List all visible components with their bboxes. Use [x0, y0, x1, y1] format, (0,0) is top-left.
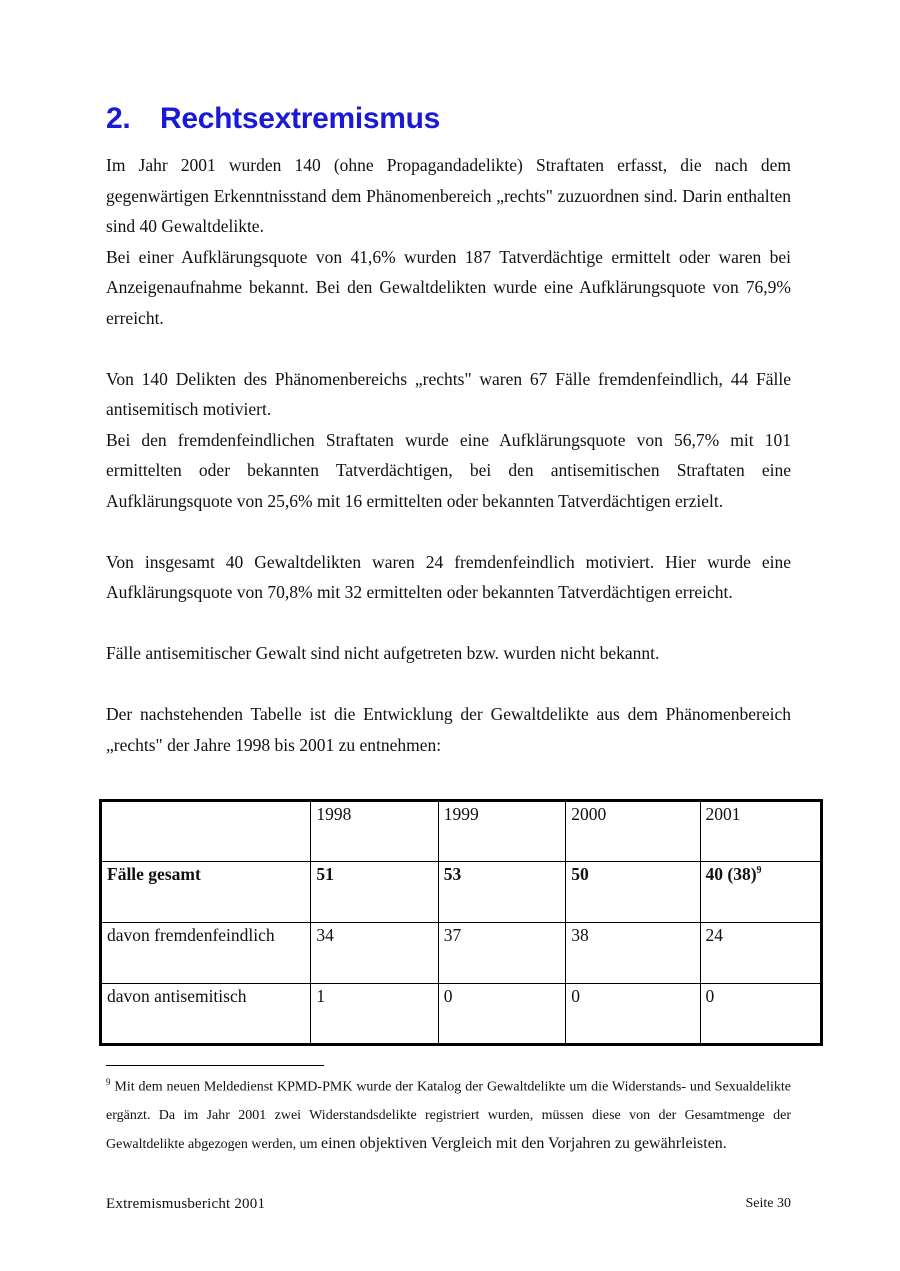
footer-title: Extremismusbericht 2001	[106, 1196, 266, 1212]
table-cell: 40 (38)$^9$	[700, 862, 821, 923]
footnote-number: 9	[106, 1077, 111, 1087]
table-cell: 0	[700, 984, 821, 1045]
paragraph-5: Von insgesamt 40 Gewaltdelikten waren 24 fremdenfeindlich motiviert. Hier wurde eine Aufklärungsquote von 70,8% mit 32 ermittelten oder bekannten Tatverdächtigen erreicht.	[106, 551, 791, 602]
table-header-cell: 2001	[700, 801, 821, 862]
footnote-text-end: einen objektiven Vergleich mit den Vorjahren zu gewährleisten.	[320, 1134, 727, 1152]
table-cell: 0	[438, 984, 565, 1045]
table-cell: 1	[311, 984, 438, 1045]
heading-title: Rechtsextremismus	[160, 102, 441, 135]
footnote-reference[interactable]: 9	[756, 865, 762, 877]
statistics-table	[99, 799, 823, 1046]
table-row-label: Fälle gesamt	[101, 862, 311, 923]
table-cell: 24	[700, 923, 821, 984]
table-cell: 34	[311, 923, 438, 984]
footnote-separator	[106, 1065, 324, 1066]
table-header-cell	[101, 801, 311, 862]
table-row-label: davon antisemitisch	[101, 984, 311, 1045]
paragraph-6: Fälle antisemitischer Gewalt sind nicht aufgetreten bzw. wurden nicht bekannt.	[106, 643, 660, 663]
table-cell: 38	[566, 923, 700, 984]
paragraph-2: Bei einer Aufklärungsquote von 41,6% wurden 187 Tatverdächtige ermittelt oder waren bei Anzeigenaufnahme bekannt. Bei den Gewaltdelikten wurde eine Aufklärungsquote von 76,9% erreicht.	[106, 246, 791, 328]
paragraph-7: Der nachstehenden Tabelle ist die Entwicklung der Gewaltdelikte aus dem Phänomenbereich „rechts" der Jahre 1998 bis 2001 zu entnehmen:	[106, 704, 791, 755]
table-cell: 37	[438, 923, 565, 984]
page-number: Seite 30	[745, 1196, 791, 1211]
heading-number: 2.	[106, 102, 131, 135]
table-cell: 50	[566, 862, 700, 923]
page-heading	[106, 102, 440, 136]
table-header-cell: 2000	[566, 801, 700, 862]
table-cell: 51	[311, 862, 438, 923]
table-row	[101, 984, 822, 1045]
paragraph-3: Von 140 Delikten des Phänomenbereichs „rechts" waren 67 Fälle fremdenfeindlich, 44 Fälle antisemitisch motiviert.	[106, 368, 791, 419]
table-header-cell: 1999	[438, 801, 565, 862]
table-header-row	[101, 801, 822, 862]
paragraph-1: Im Jahr 2001 wurden 140 (ohne Propagandadelikte) Straftaten erfasst, die nach dem gegenwärtigen Erkenntnisstand dem Phänomenbereich „rechts" zuzuordnen sind. Darin enthalten sind 40 Gewaltdelikte.	[106, 155, 791, 236]
table-row	[101, 862, 822, 923]
table-cell: 0	[566, 984, 700, 1045]
paragraph-4: Bei den fremdenfeindlichen Straftaten wurde eine Aufklärungsquote von 56,7% mit 101 ermittelten oder bekannten Tatverdächtigen, bei den antisemitischen Straftaten eine Aufklärungsquote von 25,6% mit 16 ermittelten oder bekannten Tatverdächtigen erzielt.	[106, 429, 791, 511]
body-text	[106, 150, 791, 760]
footnote	[106, 1068, 791, 1159]
table-row	[101, 923, 822, 984]
table-row-label: davon fremdenfeindlich	[101, 923, 311, 984]
table-header-cell: 1998	[311, 801, 438, 862]
table-cell: 53	[438, 862, 565, 923]
footnote-text: Mit dem neuen Meldedienst KPMD-PMK wurde der Katalog der Gewaltdelikte um die Widerstands- und Sexualdelikte ergänzt. Da im Jahr 2001 zwei Widerstandsdelikte registriert wurden, müssen diese von der Gesamtmenge der Gewaltdelikte abgezogen werden, um	[106, 1079, 792, 1152]
